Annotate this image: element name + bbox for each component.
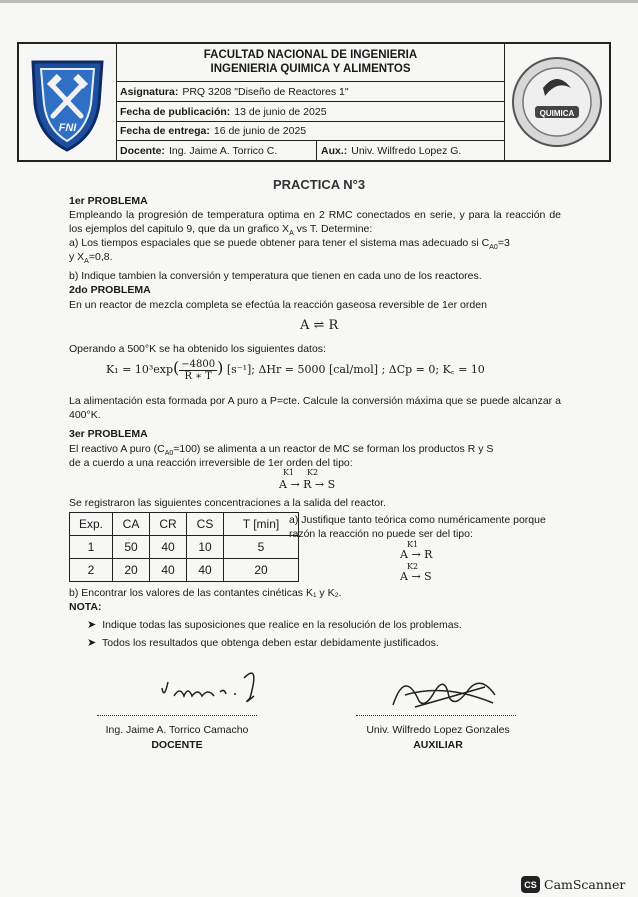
fni-logo [19,44,117,160]
subject-value: PRQ 3208 "Diseño de Reactores 1" [182,85,349,98]
docente-signature [150,658,280,713]
due-label: Fecha de entrega: [120,125,210,137]
header-center [116,44,505,160]
problem3-a: a) Justifique tanto teórica como numéricamente porque razón la reacción no puede ser del tipo: [289,514,546,540]
problem3-heading: 3er PROBLEMA [69,428,148,440]
auxiliar-name: Univ. Wilfredo Lopez Gonzales [366,724,510,736]
note-item: ➤ Indique todas las suposiciones que realice en la resolución de los problemas. [87,619,462,631]
problem3-text: El reactivo A puro $(C_{A0}=100)$ se alimenta a un reactor de MC se forman los productos R y S [69,443,494,458]
quimica-logo-text: QUIMICA [539,109,575,118]
reaction-k1-label: K1 [283,468,295,477]
problem3-registered: Se registraron las siguientes concentraciones a la salida del reactor. [69,497,386,509]
subject-row [116,82,505,102]
aux-cell [316,141,461,160]
problem2-equation: K₁ = 10³exp( $\frac{-4800}{R ∗ T}$ ) [s⁻¹]; ΔHr = 5000 [cal/mol] ; ΔCp = 0; K꜀ = 10 [106,358,485,382]
teacher-value: Ing. Jaime A. Torrico C. [168,144,278,157]
table-cell: 20 [113,559,150,582]
docente-signature-line [97,715,257,716]
table-cell: 40 [150,536,187,559]
problem1-heading: 1er PROBLEMA [69,195,148,207]
table-header-cell: T [min] [224,513,299,536]
arrow-bullet-icon: ➤ [87,637,100,649]
note-heading: NOTA: [69,601,102,613]
problem2-reaction: A ⇌ R [300,318,339,333]
auxiliar-signature [385,665,505,715]
publication-label: Fecha de publicación: [120,105,231,118]
table-header-cell: CS [187,513,224,536]
table-header-row [70,513,299,536]
auxiliar-signature-line [356,715,516,716]
concentration-table [69,512,299,582]
table-cell: 1 [70,536,113,559]
table-cell: 40 [187,559,224,582]
aux-label: Aux.: [321,144,348,157]
problem3-b: b) Encontrar los valores de las contantes cinéticas K₁ y K₂. [69,587,342,599]
practice-title: PRACTICA N°3 [272,177,366,192]
problem3-text2: de a cuerdo a una reacción irreversible de 1er orden del tipo: [69,457,353,469]
reaction-k2-label: K2 [307,468,319,477]
table-cell: 2 [70,559,113,582]
header-title-row [116,44,505,82]
problem1-a: a) Los tiempos espaciales que se puede obtener para tener el sistema mas adecuado si $C_{A0}=3$ [69,237,510,252]
docente-name: Ing. Jaime A. Torrico Camacho [105,724,249,736]
teacher-row [116,141,505,160]
table-cell: 40 [150,559,187,582]
table-cell: 50 [113,536,150,559]
aux-value: Univ. Wilfredo Lopez G. [351,144,462,157]
quimica-logo [504,44,609,160]
problem2-text: En un reactor de mezcla completa se efectúa la reacción gaseosa reversible de 1er orden [69,299,487,311]
due-row [116,122,505,141]
note-item: ➤ Todos los resultados que obtenga deben estar debidamente justificados. [87,637,439,649]
table-row [70,559,299,582]
publication-date: 13 de junio de 2025 [234,105,327,118]
table-row [70,536,299,559]
auxiliar-role: AUXILIAR [413,739,463,751]
problem2-text2: La alimentación esta formada por A puro a P=cte. Calcule la conversión máxima que se puede alcanzar a 400°K. [69,395,561,421]
alt1-k1-label: K1 [407,540,419,549]
header-box [17,42,611,162]
scan-edge [0,0,638,3]
problem1-text: Empleando la progresión de temperatura optima en 2 RMC conectados en serie, y para la reacción de los ejemplos del capitulo 9, que da un grafico $X_A$ vs T. Determine: [69,209,561,238]
camscanner-label: CamScanner [544,877,626,892]
camscanner-watermark [521,876,625,893]
publication-row [116,102,505,122]
problem2-data-intro: Operando a 500°K se ha obtenido los siguientes datos: [69,343,326,355]
table-header-cell: CR [150,513,187,536]
table-cell: 5 [224,536,299,559]
fni-logo-text: FNI [58,122,77,134]
table-header-cell: CA [113,513,150,536]
problem2-heading: 2do PROBLEMA [69,284,151,296]
table-cell: 20 [224,559,299,582]
department-name: INGENIERIA QUIMICA Y ALIMENTOS [210,63,411,75]
arrow-bullet-icon: ➤ [87,619,100,631]
problem1-a-cont: y $X_A=0,8$. [69,251,113,266]
problem3-reaction: A → R → S [279,478,336,491]
alt2-k2-label: K2 [407,562,419,571]
docente-role: DOCENTE [151,739,203,751]
alt-reaction-1: A → R [400,548,433,561]
subject-label: Asignatura: [120,85,179,98]
due-date: 16 de junio de 2025 [213,125,307,137]
table-cell: 10 [187,536,224,559]
teacher-label: Docente: [120,144,165,157]
faculty-name: FACULTAD NACIONAL DE INGENIERIA [203,49,418,61]
problem1-b: b) Indique tambien la conversión y temperatura que tienen en cada uno de los reactores. [69,270,482,282]
camscanner-icon: CS [521,876,540,893]
table-header-cell: Exp. [70,513,113,536]
alt-reaction-2: A → S [400,570,432,583]
